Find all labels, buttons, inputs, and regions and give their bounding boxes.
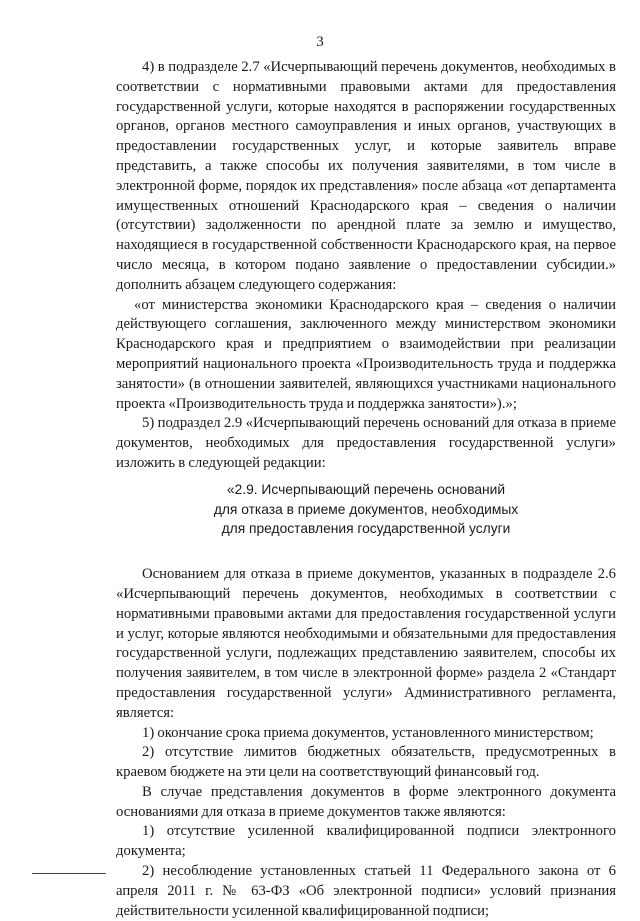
heading-line-3: для предоставления государственной услуги [221,521,511,537]
body-paragraph-2: В случае представления документов в форме электронного документа основаниями для отказа в приеме документов также являются: [116,783,616,820]
electronic-item-1: 1) отсутствие усиленной квалифицированной подписи электронного документа; [116,823,616,860]
spacer [116,539,616,565]
document-body [116,58,616,921]
page-number: 3 [316,34,324,50]
heading-line-2: для отказа в приеме документов, необходимых [213,501,519,517]
body-paragraph-1: Основанием для отказа в приеме документов, указанных в подразделе 2.6 «Исчерпывающий перечень документов, необходимых в соответствии с нормативными правовыми актами для предоставления государственной услуги и услуг, которые являются необходимыми и обязательными для предоставления государственной услуги, подлежащих представлению заявителем, способы их получения заявителем, в том числе в электронной форме» раздела 2 «Стандарт предоставления государственной услуги» Административного регламента, является: [116,566,616,721]
paragraph-5: 5) подраздел 2.9 «Исчерпывающий перечень оснований для отказа в приеме документов, необходимых для предоставления государственной услуги» изложить в следующей редакции: [116,415,616,471]
heading-line-1: «2.9. Исчерпывающий перечень оснований [226,481,506,497]
footer-rule [32,873,106,874]
section-heading [116,480,616,539]
paragraph-4: 4) в подразделе 2.7 «Исчерпывающий перечень документов, необходимых в соответствии с нормативными правовыми актами для предоставления государственной услуги, которые находятся в распоряжении государственных органов, органов местного самоуправления и иных органов, участвующих в предоставлении государственных услуг, и которые заявитель вправе представить, а также способы их получения заявителями, в том числе в электронной форме, порядок их представления» после абзаца «от департамента имущественных отношений Краснодарского края – сведения о наличии (отсутствии) задолженности по арендной плате за землю и имущество, находящиеся в государственной собственности Краснодарского края, на первое число месяца, в котором подано заявление о предоставлении субсидии.» дополнить абзацем следующего содержания: [116,59,616,293]
list-item-2: 2) отсутствие лимитов бюджетных обязательств, предусмотренных в краевом бюджете на эти цели на соответствующий финансовый год. [116,744,616,781]
quote-paragraph: «от министерства экономики Краснодарского края – сведения о наличии действующего соглашения, заключенного между министерством экономики Краснодарского края и предприятием о взаимодействии при реализации мероприятий национального проекта «Производительность труда и поддержка занятости» (в отношении заявителей, являющихся участниками национального проекта «Производительность труда и поддержка занятости»).»; [116,296,616,412]
electronic-item-2: 2) несоблюдение установленных статьей 11 Федерального закона от 6 апреля 2011 г. № 63-ФЗ «Об электронной подписи» условий признания действительности усиленной квалифицированной подписи; [116,863,616,919]
list-item-1: 1) окончание срока приема документов, установленного министерством; [142,724,594,741]
